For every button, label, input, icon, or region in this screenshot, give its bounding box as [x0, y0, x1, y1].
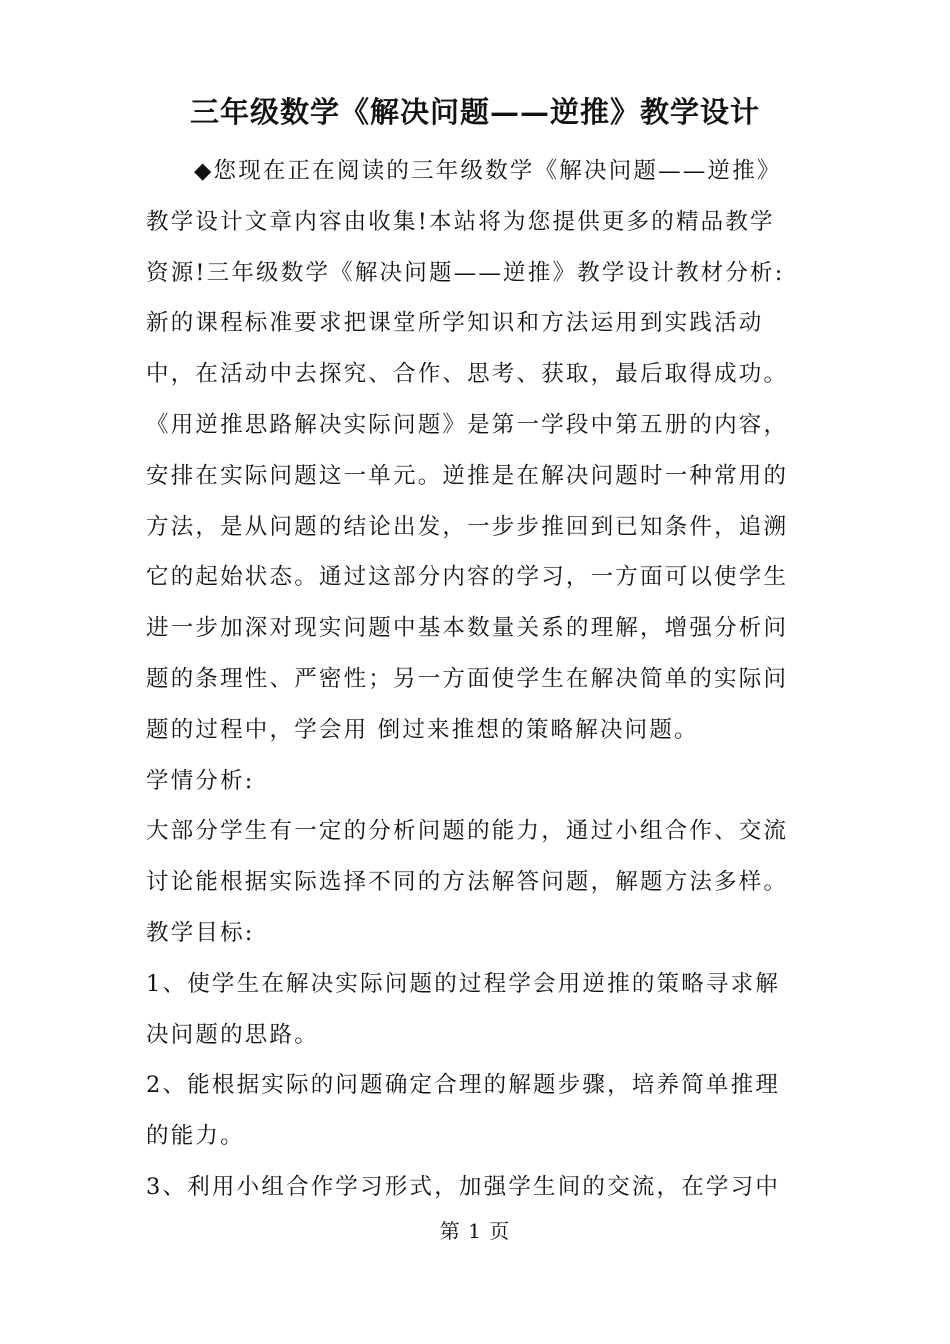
- goal-item-3: 3、利用小组合作学习形式，加强学生间的交流，在学习中: [146, 1173, 781, 1200]
- page-number: 第 1 页: [439, 1219, 511, 1243]
- body-line: 资源!三年级数学《解决问题——逆推》教学设计教材分析:: [146, 259, 785, 286]
- document-title: 三年级数学《解决问题——逆推》教学设计: [189, 95, 760, 129]
- body-line: 进一步加深对现实问题中基本数量关系的理解，增强分析问: [146, 615, 789, 642]
- body-line: 安排在实际问题这一单元。逆推是在解决问题时一种常用的: [146, 462, 789, 489]
- body-line: 《用逆推思路解决实际问题》是第一学段中第五册的内容，: [146, 411, 789, 438]
- body-line: 新的课程标准要求把课堂所学知识和方法运用到实践活动: [146, 310, 764, 337]
- goal-item-1: 1、使学生在解决实际问题的过程学会用逆推的策略寻求解: [146, 970, 781, 997]
- body-line: 决问题的思路。: [146, 1021, 319, 1048]
- document-body: [146, 146, 816, 1213]
- body-line: 它的起始状态。通过这部分内容的学习，一方面可以使学生: [146, 564, 789, 591]
- section-heading-teaching-goals: 教学目标:: [146, 919, 255, 946]
- body-line: 题的过程中，学会用 倒过来推想的策略解决问题。: [146, 716, 699, 743]
- body-line: 讨论能根据实际选择不同的方法解答问题，解题方法多样。: [146, 869, 789, 896]
- goal-item-2: 2、能根据实际的问题确定合理的解题步骤，培养简单推理: [146, 1072, 781, 1099]
- body-line: 教学设计文章内容由收集!本站将为您提供更多的精品教学: [146, 208, 775, 235]
- body-line: 方法，是从问题的结论出发，一步步推回到已知条件，追溯: [146, 513, 789, 540]
- body-line: 大部分学生有一定的分析问题的能力，通过小组合作、交流: [146, 818, 789, 845]
- body-line: 中，在活动中去探究、合作、思考、获取，最后取得成功。: [146, 361, 789, 388]
- body-line: 的能力。: [146, 1123, 245, 1150]
- body-line: 题的条理性、严密性；另一方面使学生在解决简单的实际问: [146, 665, 789, 692]
- section-heading-student-analysis: 学情分析:: [146, 767, 255, 794]
- body-line: ◆您现在正在阅读的三年级数学《解决问题——逆推》: [194, 158, 782, 184]
